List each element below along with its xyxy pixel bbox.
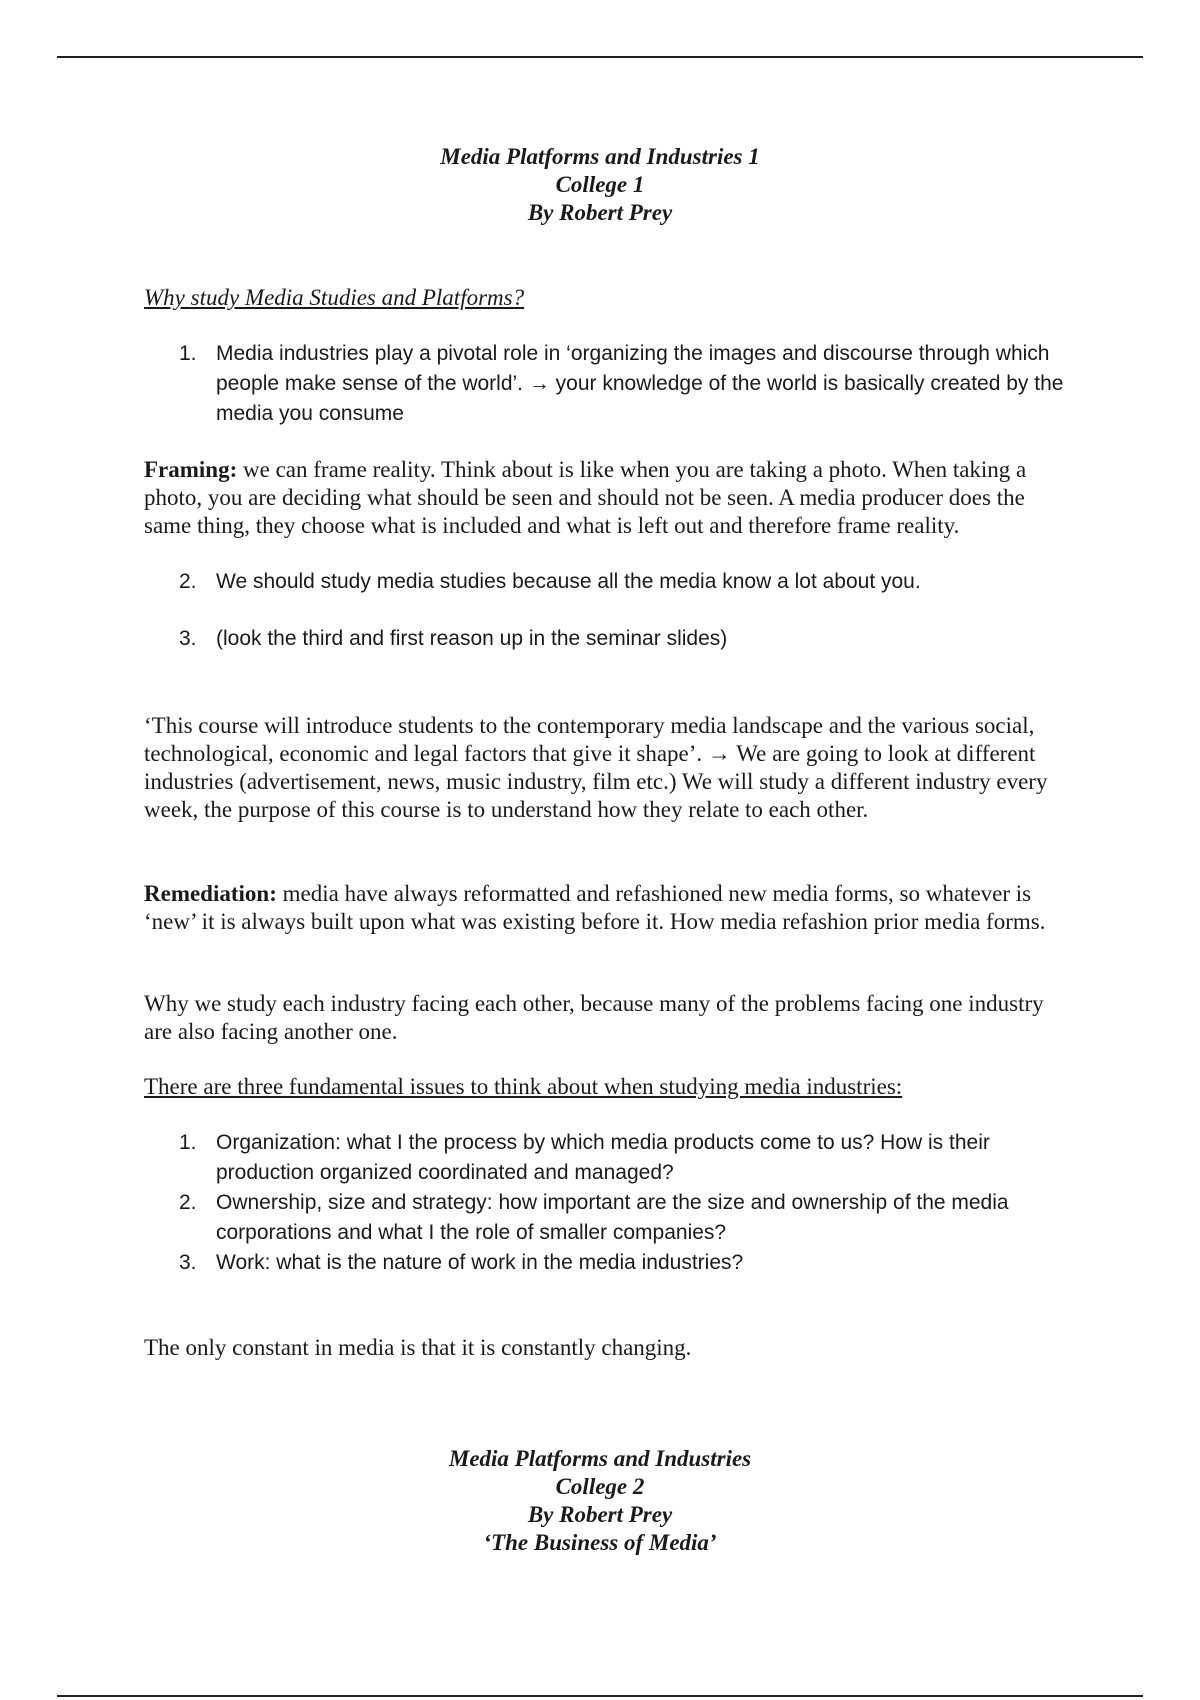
list-item: [144, 1128, 1064, 1188]
issue-text: Work: what is the nature of work in the media industries?: [216, 1251, 744, 1274]
reasons-list-1: [144, 339, 1064, 429]
top-rule: [57, 56, 1143, 58]
college1-title-line2: College 1: [555, 172, 645, 197]
college1-title-line3: By Robert Prey: [527, 200, 673, 225]
list-number: 2.: [179, 570, 197, 593]
list-item: [144, 339, 1064, 429]
college1-title-line1: Media Platforms and Industries 1: [440, 144, 760, 169]
list-number: 3.: [179, 627, 197, 650]
list-number: 2.: [179, 1191, 197, 1214]
list-number: 1.: [179, 1131, 197, 1154]
remediation-label: Remediation:: [144, 881, 277, 906]
list-item: [144, 567, 1064, 597]
constant-paragraph: The only constant in media is that it is constantly changing.: [144, 1335, 692, 1360]
college2-title-line3: By Robert Prey: [527, 1502, 673, 1527]
reasons-list-3: [144, 624, 1064, 654]
college2-title: [144, 1445, 1056, 1557]
list-number: 3.: [179, 1251, 197, 1274]
framing-text: we can frame reality. Think about is like when you are taking a photo. When taking a photo, you are deciding what should be seen and should not be seen. A media producer does the same thing, they choose what is included and what is left out and therefore frame reality.: [144, 457, 1027, 538]
reason2-text: We should study media studies because all the media know a lot about you.: [216, 570, 921, 593]
course-quote-paragraph: ‘This course will introduce students to the contemporary media landscape and the various social, technological, economic and legal factors that give it shape’. → We are going to look at different industries (advertisement, news, music industry, film etc.) We will study a different industry every week, the purpose of this course is to understand how they relate to each other.: [144, 713, 1048, 822]
list-item: [144, 624, 1064, 654]
college2-title-line1: Media Platforms and Industries: [448, 1446, 752, 1471]
reasons-list-2: [144, 567, 1064, 597]
bottom-rule: [57, 1695, 1143, 1697]
remediation-text: media have always reformatted and refashioned new media forms, so whatever is ‘new’ it is always built upon what was existing before it. How media refashion prior media forms.: [144, 881, 1046, 934]
reason3-text: (look the third and first reason up in the seminar slides): [216, 627, 728, 650]
why-heading: Why study Media Studies and Platforms?: [144, 285, 525, 310]
list-number: 1.: [179, 342, 197, 365]
college2-title-line4: ‘The Business of Media’: [483, 1530, 717, 1555]
reason1-text: Media industries play a pivotal role in ‘organizing the images and discourse through which people make sense of the world’. → your knowledge of the world is basically created by the media you consume: [216, 342, 1064, 425]
remediation-paragraph: [144, 880, 1064, 936]
why-each-paragraph: Why we study each industry facing each other, because many of the problems facing one industry are also facing another one.: [144, 991, 1044, 1044]
list-item: [144, 1188, 1064, 1248]
list-item: [144, 1248, 1064, 1278]
issues-heading: There are three fundamental issues to think about when studying media industries:: [144, 1074, 903, 1099]
issue-text: Ownership, size and strategy: how important are the size and ownership of the media corporations and what I the role of smaller companies?: [216, 1191, 1009, 1244]
college2-title-line2: College 2: [555, 1474, 645, 1499]
framing-paragraph: [144, 456, 1064, 540]
issues-list: [144, 1128, 1064, 1278]
framing-label: Framing:: [144, 457, 238, 482]
issue-text: Organization: what I the process by which media products come to us? How is their production organized coordinated and managed?: [216, 1131, 990, 1184]
college1-title: [144, 143, 1056, 227]
